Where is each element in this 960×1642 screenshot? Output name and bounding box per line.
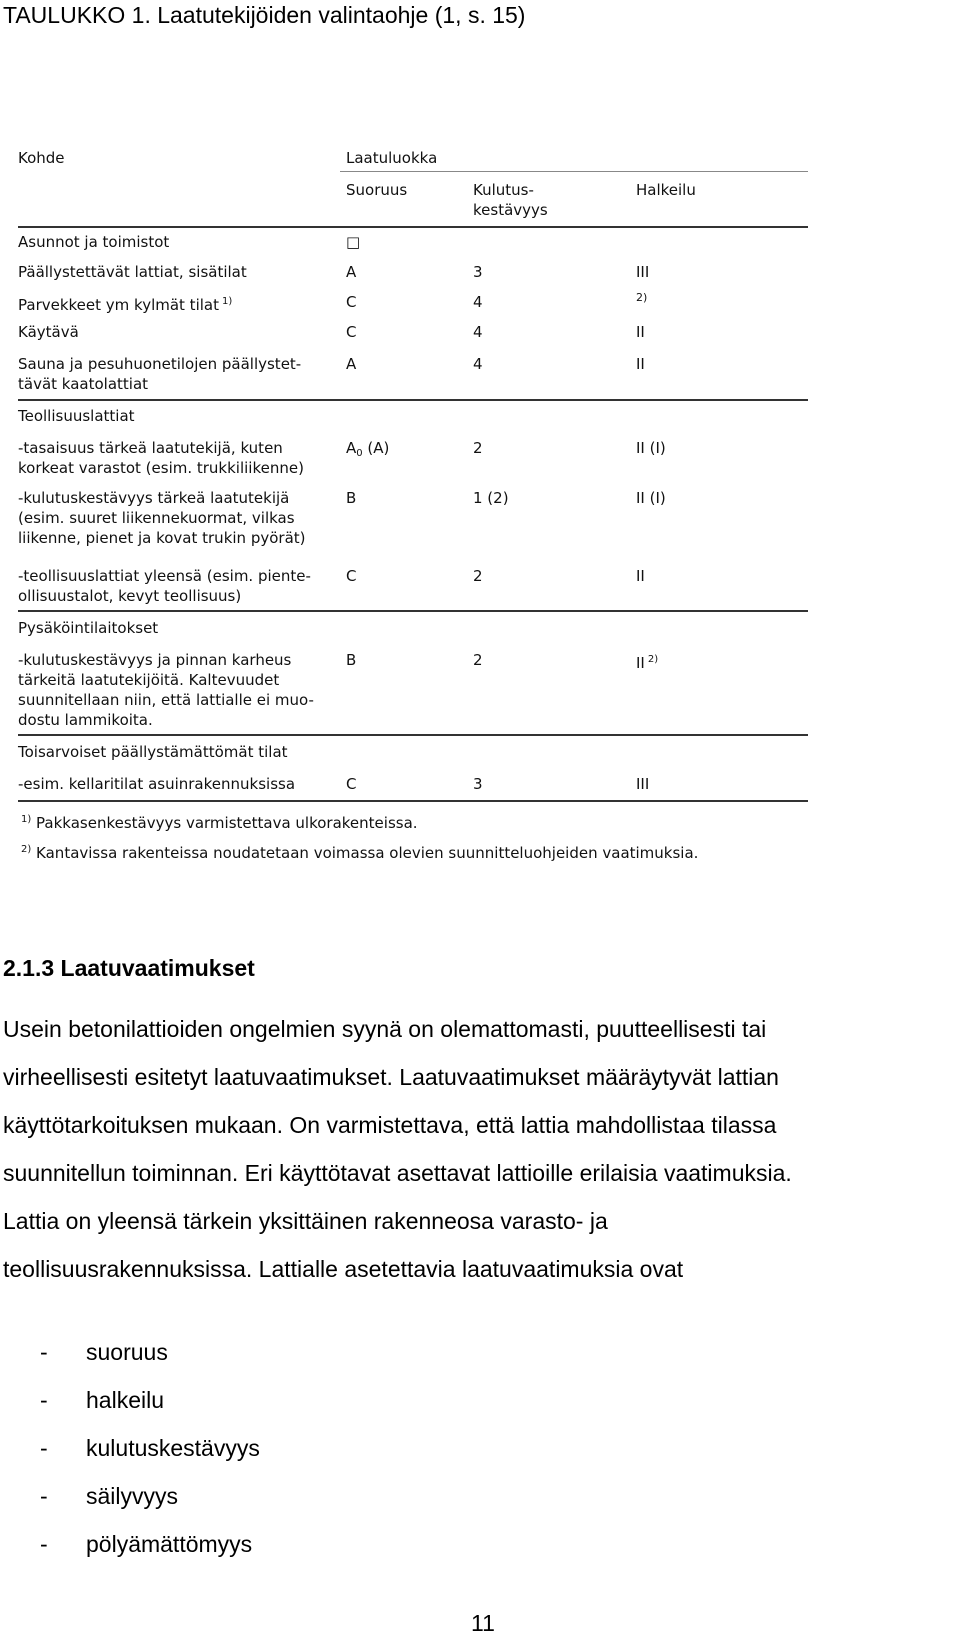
- quality-selection-table: [18, 144, 808, 904]
- row-suoruus: B: [346, 651, 357, 669]
- row-kohde: -teollisuuslattiat yleensä (esim. piente-: [18, 567, 311, 585]
- body-paragraph: [3, 1005, 958, 1293]
- group-rule: [18, 399, 808, 401]
- row-kulutus: 3: [473, 263, 483, 281]
- footnote-ref: 1): [221, 296, 233, 307]
- paragraph-line: virheellisesti esitetyt laatuvaatimukset. Laatuvaatimukset määräytyvät lattian: [3, 1064, 779, 1090]
- row-halkeilu: II: [636, 355, 645, 373]
- row-halkeilu: II: [636, 323, 645, 341]
- footnote-1: $^{1)}$ Pakkasenkestävyys varmistettava ulkorakenteissa.: [21, 814, 418, 832]
- row-suoruus: C: [346, 323, 357, 341]
- paragraph-line: teollisuusrakennuksissa. Lattialle asetettavia laatuvaatimuksia ovat: [3, 1256, 684, 1282]
- row-kohde: tärkeitä laatutekijöitä. Kaltevuudet: [18, 671, 280, 689]
- group-rule: [18, 734, 808, 736]
- footnote-ref: 2): [647, 654, 659, 665]
- footnote-2: $^{2)}$ Kantavissa rakenteissa noudatetaan voimassa olevien suunnitteluohjeiden vaatimuksia.: [21, 844, 699, 862]
- group-title: Pysäköintilaitokset: [18, 619, 159, 637]
- row-halkeilu: 2): [636, 291, 648, 304]
- row-kulutus: 3: [473, 775, 483, 793]
- group-title: Asunnot ja toimistot: [18, 233, 170, 251]
- row-kohde: (esim. suuret liikennekuormat, vilkas: [18, 509, 295, 527]
- row-kulutus: 2: [473, 439, 483, 457]
- paragraph-line: Lattia on yleensä tärkein yksittäinen rakenneosa varasto- ja: [3, 1208, 608, 1234]
- row-kulutus: 4: [473, 293, 483, 311]
- row-kohde: dostu lammikoita.: [18, 711, 153, 729]
- row-kohde: -tasaisuus tärkeä laatutekijä, kuten: [18, 439, 283, 457]
- row-suoruus: C: [346, 293, 357, 311]
- row-halkeilu: II: [636, 567, 645, 585]
- table-caption: TAULUKKO 1. Laatutekijöiden valintaohje (1, s. 15): [3, 2, 526, 28]
- row-suoruus: C: [346, 567, 357, 585]
- row-kulutus: 2: [473, 567, 483, 585]
- header-laatuluokka: Laatuluokka: [346, 149, 438, 167]
- group-title: Toisarvoiset päällystämättömät tilat: [18, 743, 288, 761]
- row-kulutus: 1 (2): [473, 489, 509, 507]
- row-halkeilu: II (I): [636, 439, 666, 457]
- table-bottom-rule: [18, 800, 808, 802]
- row-kulutus: 4: [473, 323, 483, 341]
- row-kohde: Sauna ja pesuhuonetilojen päällystet-: [18, 355, 302, 373]
- requirements-list: [40, 1328, 260, 1568]
- header-halkeilu: Halkeilu: [636, 181, 696, 199]
- page-number: 11: [471, 1610, 495, 1636]
- row-kohde: Parvekkeet ym kylmät tilat $^{1)}$: [18, 296, 233, 314]
- list-item: - suoruus: [40, 1339, 168, 1365]
- checkbox-glyph: □: [346, 233, 361, 251]
- row-kohde: -kulutuskestävyys tärkeä laatutekijä: [18, 489, 290, 507]
- row-kohde: -kulutuskestävyys ja pinnan karheus: [18, 651, 292, 669]
- row-kohde: tävät kaatolattiat: [18, 375, 149, 393]
- row-suoruus: A: [346, 263, 357, 281]
- group-title: Teollisuuslattiat: [18, 407, 135, 425]
- row-kohde: -esim. kellaritilat asuinrakennuksissa: [18, 775, 296, 793]
- row-kohde: korkeat varastot (esim. trukkiliikenne): [18, 459, 304, 477]
- row-kohde: suunnitellaan niin, että lattialle ei muo-: [18, 691, 314, 709]
- paragraph-line: Usein betonilattioiden ongelmien syynä on olemattomasti, puutteellisesti tai: [3, 1016, 767, 1042]
- header-rule: [18, 226, 808, 228]
- row-suoruus: A: [346, 355, 357, 373]
- header-kulutus-1: Kulutus-: [473, 181, 534, 199]
- group-rule: [18, 610, 808, 612]
- paragraph-line: suunnitellun toiminnan. Eri käyttötavat asettavat lattioille erilaisia vaatimuksia.: [3, 1160, 792, 1186]
- section-heading: 2.1.3 Laatuvaatimukset: [3, 955, 255, 981]
- row-kohde: ollisuustalot, kevyt teollisuus): [18, 587, 242, 605]
- row-halkeilu: III: [636, 263, 650, 281]
- row-halkeilu: III: [636, 775, 650, 793]
- row-kulutus: 2: [473, 651, 483, 669]
- row-kohde: Päällystettävät lattiat, sisätilat: [18, 263, 247, 281]
- header-divider: [340, 171, 808, 172]
- list-item: - halkeilu: [40, 1387, 164, 1413]
- header-kulutus-2: kestävyys: [473, 201, 548, 219]
- header-kohde: Kohde: [18, 149, 65, 167]
- list-item: - kulutuskestävyys: [40, 1435, 260, 1461]
- row-kohde: Käytävä: [18, 323, 79, 341]
- header-suoruus: Suoruus: [346, 181, 408, 199]
- row-suoruus: C: [346, 775, 357, 793]
- row-suoruus: B: [346, 489, 357, 507]
- row-kulutus: 4: [473, 355, 483, 373]
- list-item: - säilyvyys: [40, 1483, 179, 1509]
- paragraph-line: käyttötarkoituksen mukaan. On varmistettava, että lattia mahdollistaa tilassa: [3, 1112, 777, 1138]
- row-suoruus: $A_0$ (A): [346, 439, 390, 459]
- list-item: - pölyämättömyys: [40, 1531, 253, 1557]
- row-halkeilu: II $^{2)}$: [636, 654, 659, 672]
- row-halkeilu: II (I): [636, 489, 666, 507]
- row-kohde: liikenne, pienet ja kovat trukin pyörät): [18, 529, 306, 547]
